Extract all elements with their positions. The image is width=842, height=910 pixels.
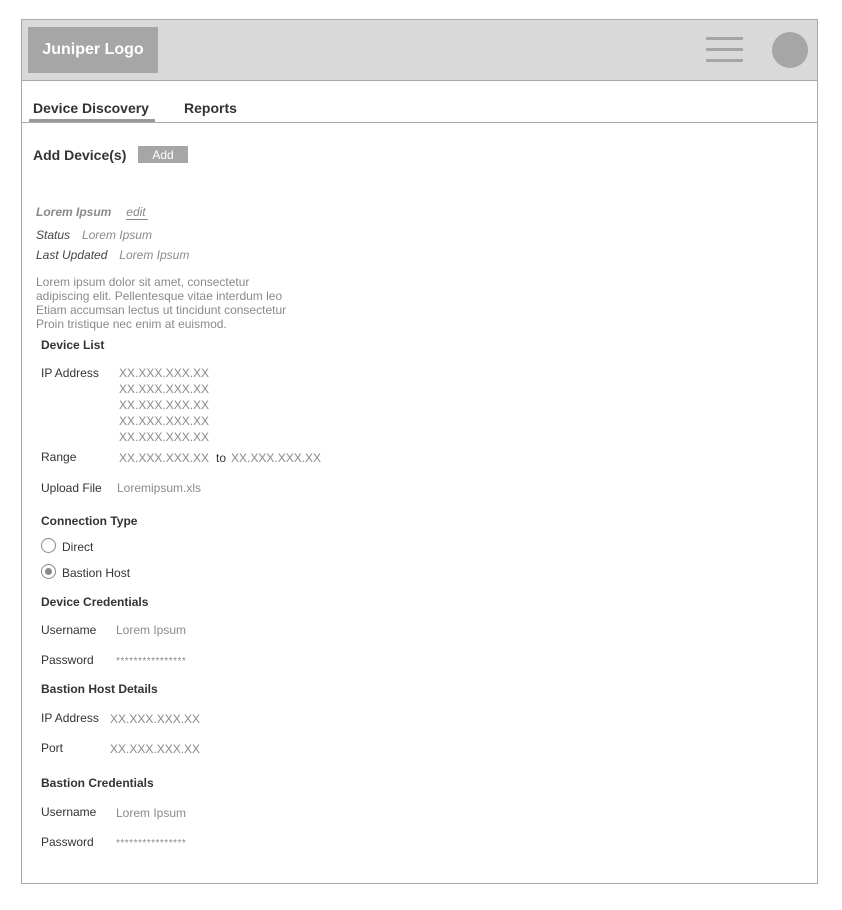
device-username-label: Username [41,623,97,637]
upload-file-label: Upload File [41,481,102,495]
header-bar [22,20,817,81]
ip-address-input[interactable]: XX.XXX.XXX.XX [119,430,210,444]
hamburger-menu-icon[interactable] [706,37,743,63]
description-line: Lorem ipsum dolor sit amet, consectetur [36,275,250,289]
ip-address-input[interactable]: XX.XXX.XXX.XX [119,398,210,412]
ip-address-list [119,365,209,445]
range-to-input[interactable]: XX.XXX.XXX.XX [231,451,322,465]
device-password-label: Password [41,653,94,667]
bastion-host-details-heading: Bastion Host Details [41,682,158,696]
tabs-divider [22,122,817,123]
description-line: adipiscing elit. Pellentesque vitae interdum leo [36,289,283,303]
upload-file-input[interactable]: Loremipsum.xls [117,481,202,495]
user-avatar-icon[interactable] [772,32,808,68]
bastion-password-label: Password [41,835,94,849]
bastion-ip-input[interactable]: XX.XXX.XXX.XX [110,712,201,726]
tab-reports[interactable]: Reports [184,100,237,116]
tab-device-discovery[interactable]: Device Discovery [33,100,149,116]
last-updated-value: Lorem Ipsum [119,248,190,262]
edit-link[interactable]: edit [126,205,146,219]
radio-direct-label[interactable]: Direct [62,540,94,554]
bastion-port-input[interactable]: XX.XXX.XXX.XX [110,742,201,756]
ip-address-input[interactable]: XX.XXX.XXX.XX [119,382,210,396]
ip-address-input[interactable]: XX.XXX.XXX.XX [119,366,210,380]
device-password-input[interactable]: **************** [116,656,187,667]
bastion-credentials-heading: Bastion Credentials [41,776,154,790]
device-list-heading: Device List [41,338,105,352]
radio-bastion-host[interactable] [41,564,56,579]
add-devices-title: Add Device(s) [33,147,127,163]
bastion-username-input[interactable]: Lorem Ipsum [116,806,187,820]
last-updated-label: Last Updated [36,248,108,262]
description [36,275,306,331]
range-to-label: to [216,451,227,465]
ip-address-input[interactable]: XX.XXX.XXX.XX [119,414,210,428]
device-name: Lorem Ipsum [36,205,112,219]
device-username-input[interactable]: Lorem Ipsum [116,623,187,637]
description-line: Proin tristique nec enim at euismod. [36,317,227,331]
radio-direct[interactable] [41,538,56,553]
add-button[interactable]: Add [138,146,188,163]
bastion-username-label: Username [41,805,97,819]
bastion-ip-label: IP Address [41,711,99,725]
ip-address-label: IP Address [41,366,99,380]
logo: Juniper Logo [28,27,158,73]
status-value: Lorem Ipsum [81,228,152,242]
bastion-port-label: Port [41,741,64,755]
app-window [21,19,818,884]
device-credentials-heading: Device Credentials [41,595,149,609]
status-label: Status [36,228,71,242]
range-from-input[interactable]: XX.XXX.XXX.XX [119,451,210,465]
bastion-password-input[interactable]: **************** [116,838,187,849]
description-line: Etiam accumsan lectus ut tincidunt consectetur [36,303,287,317]
connection-type-heading: Connection Type [41,514,138,528]
range-label: Range [41,450,77,464]
radio-bastion-host-label[interactable]: Bastion Host [62,566,131,580]
